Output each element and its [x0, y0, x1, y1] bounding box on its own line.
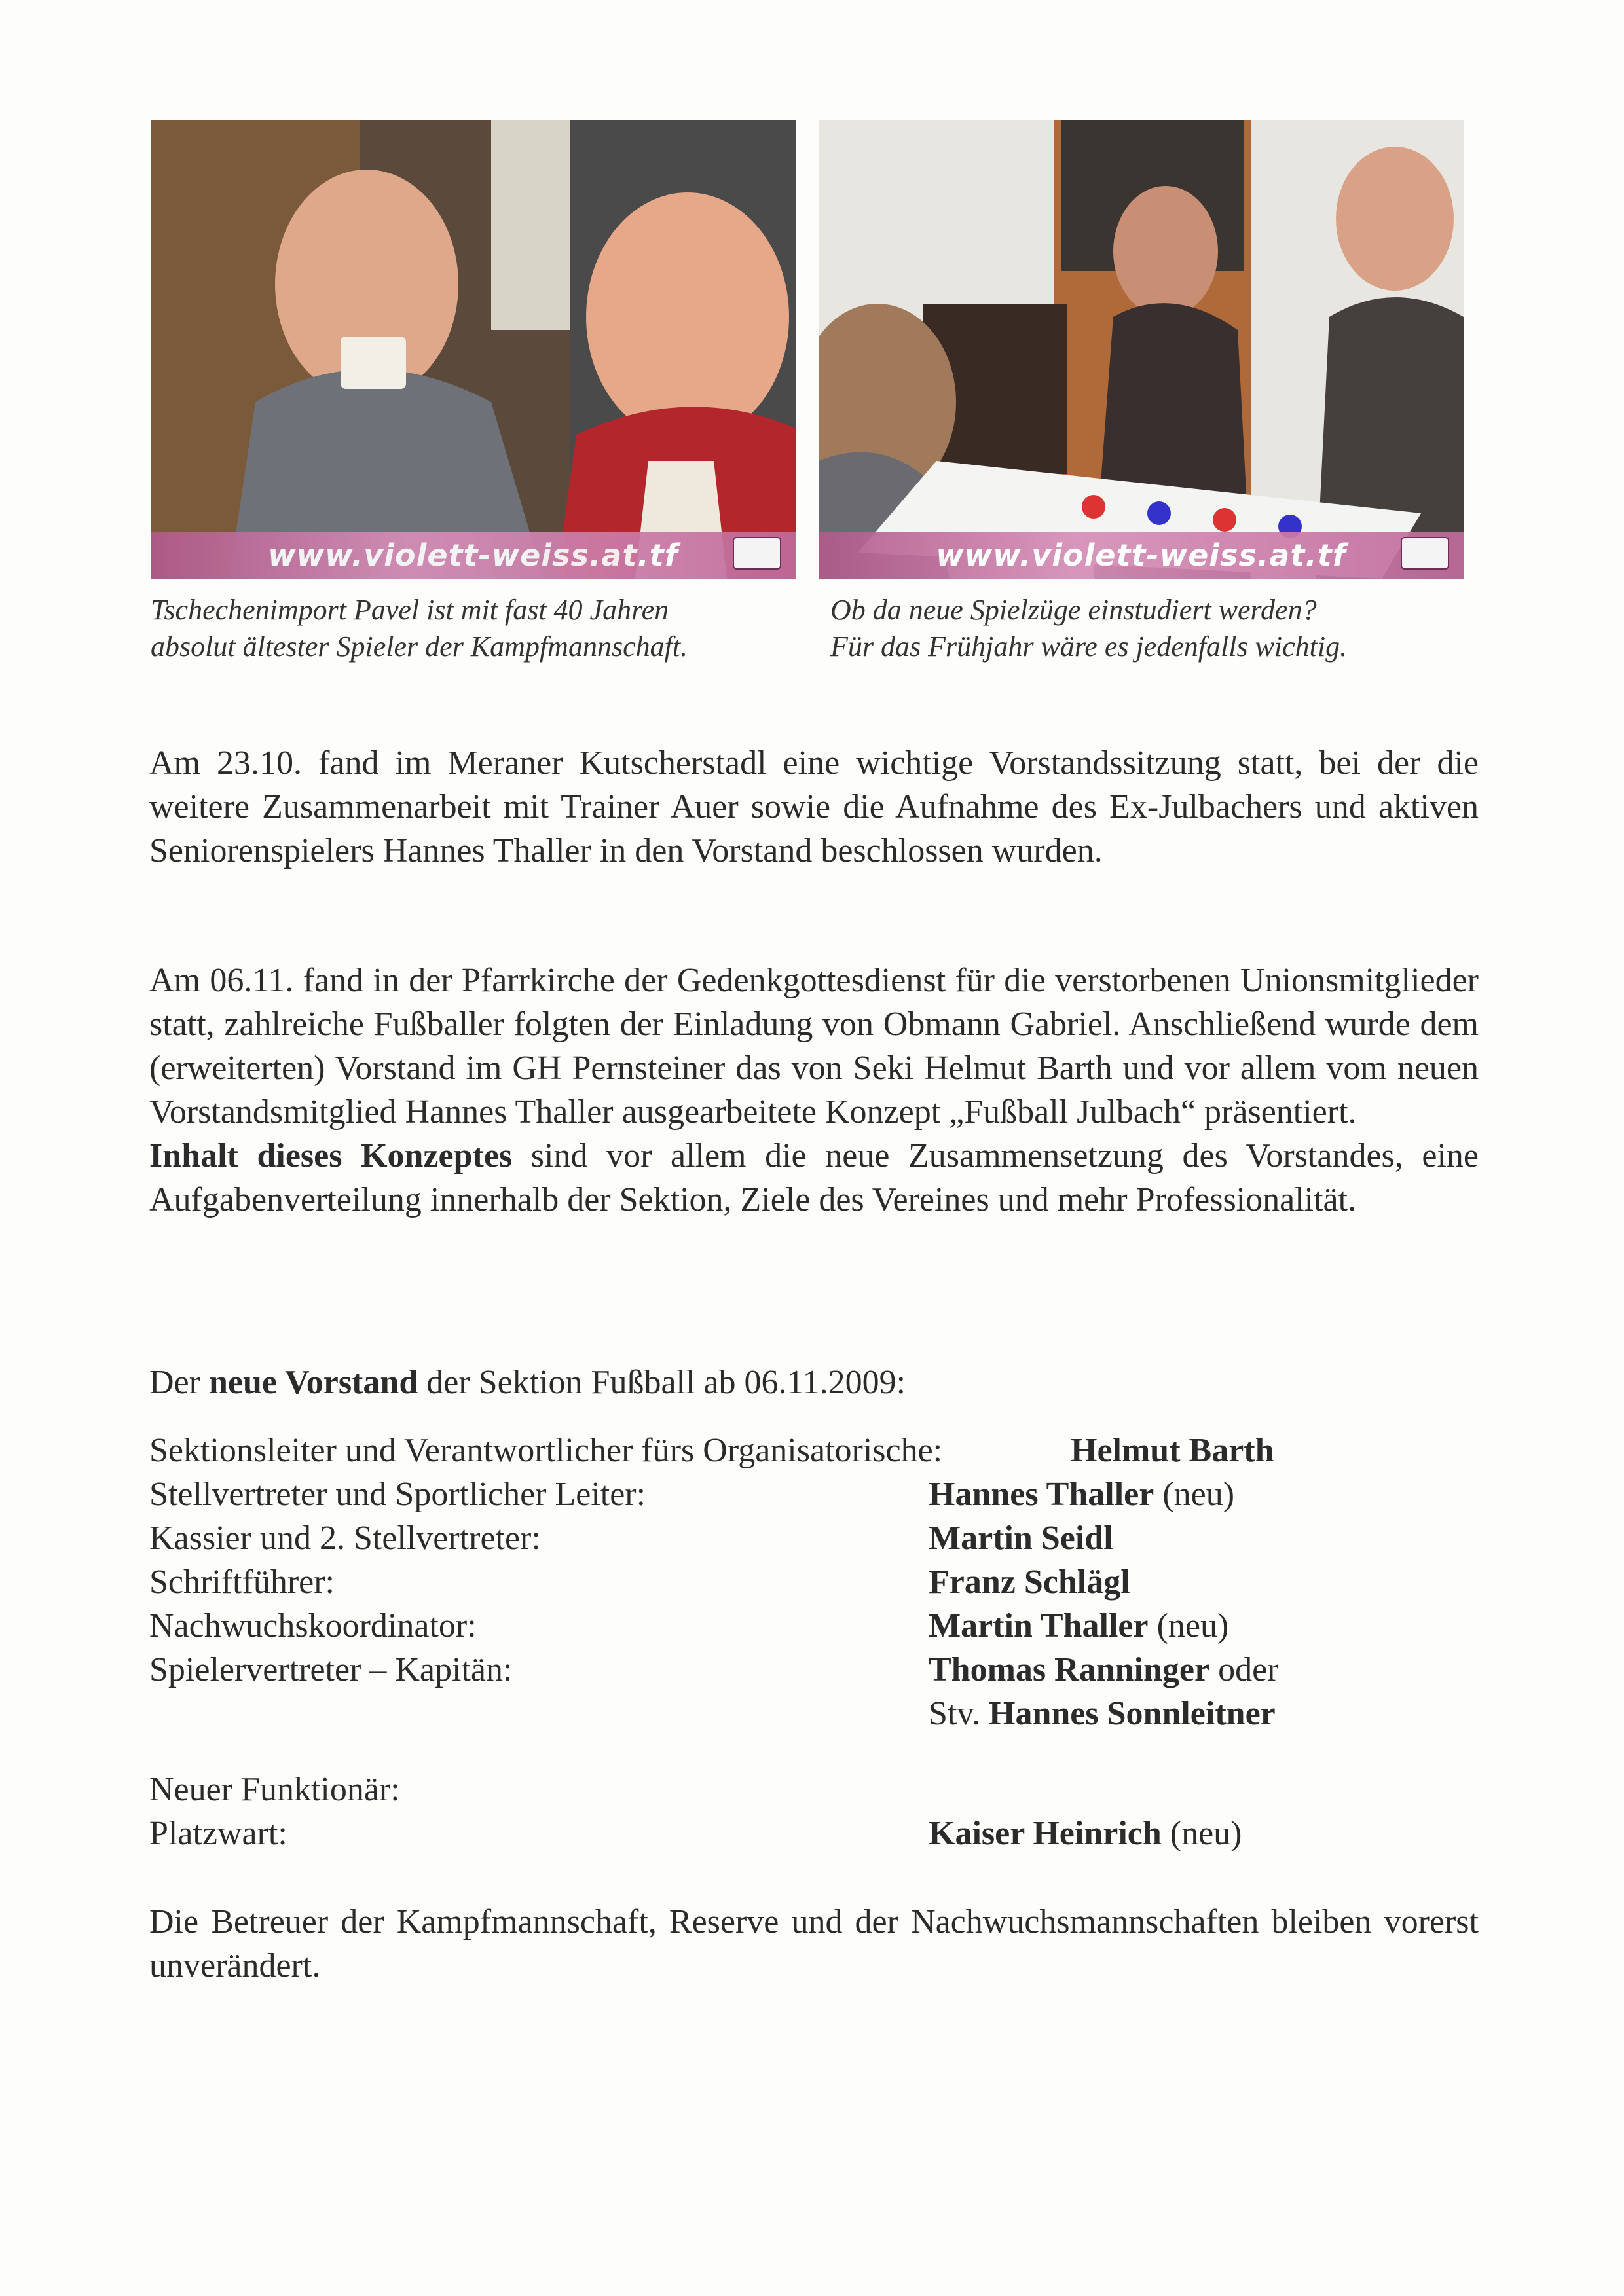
neuer-funktionaer-label: Neuer Funktionär: — [149, 1771, 400, 1808]
role-suffix: oder — [1209, 1651, 1279, 1688]
watermark-text: www.violett-weiss.at.tf — [268, 538, 678, 573]
role-value — [929, 1560, 1130, 1604]
role-name: Helmut Barth — [1071, 1432, 1274, 1469]
paragraph-vorstandssitzung — [149, 741, 1479, 873]
role-suffix: (neu) — [1161, 1815, 1242, 1852]
role-value — [929, 1604, 1228, 1648]
role-label: Stellvertreter und Sportlicher Leiter: — [149, 1476, 646, 1513]
photo-pavel — [151, 120, 796, 579]
konzept-text: sind vor allem die neue Zusammensetzung des Vorstandes, eine Aufgabenverteilung innerhalb der Sektion, Ziele des Vereines und mehr Professionalität. — [149, 1137, 1479, 1218]
role-name: Thomas Ranninger — [929, 1651, 1210, 1688]
role-value — [929, 1472, 1234, 1516]
role-label: Schriftführer: — [149, 1563, 335, 1601]
role-name: Kaiser Heinrich — [929, 1815, 1162, 1852]
paragraph-text: Am 23.10. fand im Meraner Kutscherstadl eine wichtige Vorstandssitzung statt, bei der die weitere Zusammenarbeit mit Trainer Auer sowie die Aufnahme des Ex-Julbachers und aktiven Seniorenspielers Hannes Thaller in den Vorstand beschlossen wurden. — [149, 744, 1479, 869]
photo-foosball-image — [819, 120, 1464, 579]
caption-line: absolut ältester Spieler der Kampfmannschaft. — [151, 630, 688, 663]
role-label: Platzwart: — [149, 1815, 287, 1852]
role-name: Martin Seidl — [929, 1520, 1113, 1557]
role-value — [929, 1812, 1242, 1855]
photo-caption — [830, 592, 1475, 665]
club-logo-icon — [1401, 537, 1449, 570]
role-name-inline — [1071, 1429, 1274, 1472]
role-name: Franz Schlägl — [929, 1563, 1130, 1601]
photo-pavel-image — [151, 120, 796, 579]
intro-bold: neue Vorstand — [208, 1364, 418, 1401]
caption-line: Ob da neue Spielzüge einstudiert werden? — [830, 594, 1317, 626]
role-suffix: (neu) — [1148, 1607, 1229, 1645]
role-value — [929, 1648, 1278, 1692]
photo-watermark — [819, 532, 1464, 579]
club-logo-icon — [733, 537, 781, 570]
role-label: Spielervertreter – Kapitän: — [149, 1651, 513, 1688]
role-name: Hannes Thaller — [929, 1476, 1154, 1513]
watermark-text: www.violett-weiss.at.tf — [936, 538, 1346, 573]
deputy-prefix: Stv. — [929, 1695, 989, 1732]
intro-text: Der — [149, 1364, 209, 1401]
paragraph-text: Am 06.11. fand in der Pfarrkirche der Gedenkgottesdienst für die verstorbenen Unionsmitglieder statt, zahlreiche Fußballer folgten der Einladung von Obmann Gabriel. Anschließend wurde dem (erweiterten) Vorstand im GH Pernsteiner das von Seki Helmut Barth und vor allem vom neuen Vorstandsmitglied Hannes Thaller ausgearbeitete Konzept „Fußball Julbach“ präsentiert. — [149, 962, 1479, 1131]
role-label: Sektionsleiter und Verantwortlicher fürs Organisatorische: — [149, 1432, 943, 1469]
photo-watermark — [151, 532, 796, 579]
role-suffix: (neu) — [1154, 1476, 1235, 1513]
role-value — [929, 1516, 1113, 1560]
photo-caption — [151, 592, 796, 665]
closing-paragraph — [149, 1900, 1479, 1988]
deputy-name: Hannes Sonnleitner — [989, 1695, 1276, 1732]
intro-text: der Sektion Fußball ab 06.11.2009: — [418, 1364, 906, 1401]
caption-line: Tschechenimport Pavel ist mit fast 40 Jahren — [151, 594, 669, 626]
deputy-value — [929, 1692, 1276, 1736]
caption-line: Für das Frühjahr wäre es jedenfalls wichtig. — [830, 630, 1348, 663]
role-name: Martin Thaller — [929, 1607, 1149, 1645]
konzept-heading: Inhalt dieses Konzeptes — [149, 1137, 513, 1175]
vorstand-intro — [149, 1360, 906, 1404]
role-label: Kassier und 2. Stellvertreter: — [149, 1520, 541, 1557]
role-label: Nachwuchskoordinator: — [149, 1607, 477, 1645]
paragraph-text: Die Betreuer der Kampfmannschaft, Reserve und der Nachwuchsmannschaften bleiben vorerst unverändert. — [149, 1903, 1479, 1984]
paragraph-konzept — [149, 1134, 1479, 1222]
photo-foosball — [819, 120, 1464, 579]
paragraph-gedenkgottesdienst — [149, 958, 1479, 1222]
